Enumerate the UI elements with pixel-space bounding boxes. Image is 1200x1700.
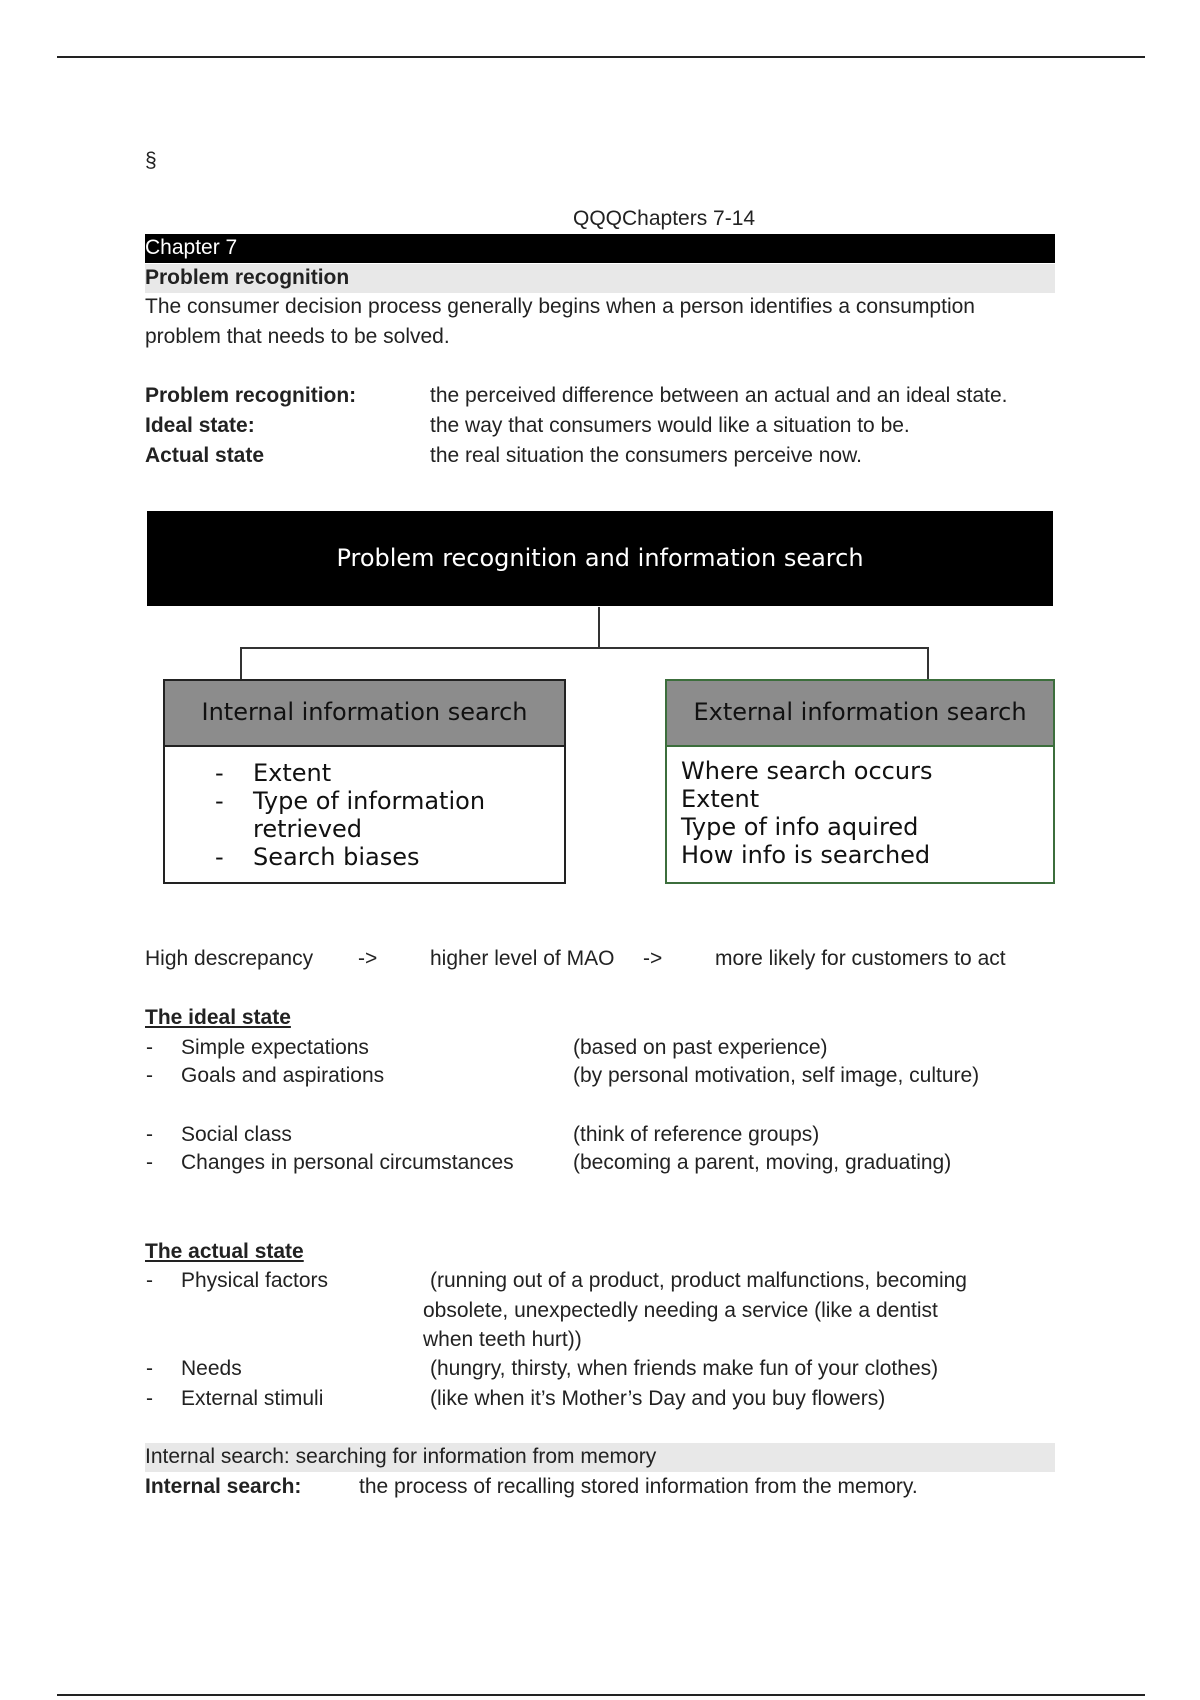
definition-term: Problem recognition: (145, 384, 357, 407)
bullet-dash: - (146, 1064, 153, 1087)
definition-term: Ideal state: (145, 414, 255, 437)
list-item: Type of info aquired (681, 813, 919, 841)
list-item (165, 759, 564, 787)
intro-line-2: problem that needs to be solved. (145, 325, 450, 348)
ideal-item-note: (based on past experience) (573, 1036, 828, 1059)
list-item (165, 815, 564, 843)
list-item: Extent (681, 785, 760, 813)
bullet-dash: - (146, 1357, 153, 1380)
chapter-bar (145, 234, 1055, 263)
bullet-dash: - (215, 759, 224, 787)
ideal-item-label: Simple expectations (181, 1036, 369, 1059)
connector-vertical (598, 607, 600, 648)
internal-search-heading: Internal search: searching for information from memory (145, 1445, 657, 1468)
list-item: How info is searched (681, 841, 931, 869)
actual-item-label: Physical factors (181, 1269, 329, 1292)
list-item: Where search occurs (681, 757, 933, 785)
actual-item-label: Needs (181, 1357, 242, 1380)
bullet-dash: - (146, 1036, 153, 1059)
chapter-label: Chapter 7 (145, 236, 238, 259)
actual-item-note: (hungry, thirsty, when friends make fun of your clothes) (430, 1357, 939, 1380)
connector-horizontal (240, 647, 929, 649)
external-search-title: External information search (667, 681, 1053, 747)
bullet-dash: - (146, 1387, 153, 1410)
definition-desc: the way that consumers would like a situation to be. (430, 414, 910, 437)
section-mark: § (145, 149, 157, 172)
connector-right-drop (927, 647, 929, 681)
internal-item-text: Search biases (253, 843, 420, 871)
internal-search-desc: the process of recalling stored information from the memory. (359, 1475, 918, 1498)
actual-item-note: (like when it’s Mother’s Day and you buy flowers) (430, 1387, 886, 1410)
ideal-item-label: Goals and aspirations (181, 1064, 385, 1087)
ideal-item-note: (think of reference groups) (573, 1123, 820, 1146)
bullet-dash: - (146, 1123, 153, 1146)
internal-search-title: Internal information search (165, 681, 564, 747)
external-search-box (665, 679, 1055, 884)
actual-item-label: External stimuli (181, 1387, 324, 1410)
flow-arrow-2: -> (643, 947, 663, 970)
list-item (165, 787, 564, 815)
actual-item-note: obsolete, unexpectedly needing a service (like a dentist (423, 1299, 938, 1322)
definition-term: Actual state (145, 444, 265, 467)
bottom-rule (57, 1694, 1145, 1696)
internal-item-text: Type of information (253, 787, 486, 815)
bullet-dash: - (215, 787, 224, 815)
actual-item-note: (running out of a product, product malfunctions, becoming (430, 1269, 967, 1292)
bullet-dash: - (146, 1269, 153, 1292)
internal-search-box (163, 679, 566, 884)
internal-search-term: Internal search: (145, 1475, 302, 1498)
top-rule (57, 56, 1145, 58)
diagram-top-box: Problem recognition and information search (147, 511, 1053, 606)
flow-step-2: higher level of MAO (430, 947, 615, 970)
list-item (165, 843, 564, 871)
ideal-item-label: Social class (181, 1123, 292, 1146)
internal-item-text: Extent (253, 759, 332, 787)
actual-item-note: when teeth hurt)) (423, 1328, 582, 1351)
actual-state-heading: The actual state (145, 1240, 304, 1263)
bullet-dash: - (146, 1151, 153, 1174)
ideal-item-label: Changes in personal circumstances (181, 1151, 514, 1174)
ideal-item-note: (by personal motivation, self image, culture) (573, 1064, 980, 1087)
problem-recognition-heading: Problem recognition (145, 266, 350, 289)
ideal-item-note: (becoming a parent, moving, graduating) (573, 1151, 952, 1174)
intro-line-1: The consumer decision process generally begins when a person identifies a consumption (145, 295, 975, 318)
internal-item-text: retrieved (253, 815, 363, 843)
bullet-dash: - (215, 843, 224, 871)
page-title: QQQChapters 7-14 (573, 207, 756, 230)
definition-desc: the real situation the consumers perceive now. (430, 444, 862, 467)
connector-left-drop (240, 647, 242, 681)
definition-desc: the perceived difference between an actual and an ideal state. (430, 384, 1008, 407)
flow-step-1: High descrepancy (145, 947, 314, 970)
flow-step-3: more likely for customers to act (715, 947, 1006, 970)
ideal-state-heading: The ideal state (145, 1006, 291, 1029)
flow-arrow-1: -> (358, 947, 378, 970)
